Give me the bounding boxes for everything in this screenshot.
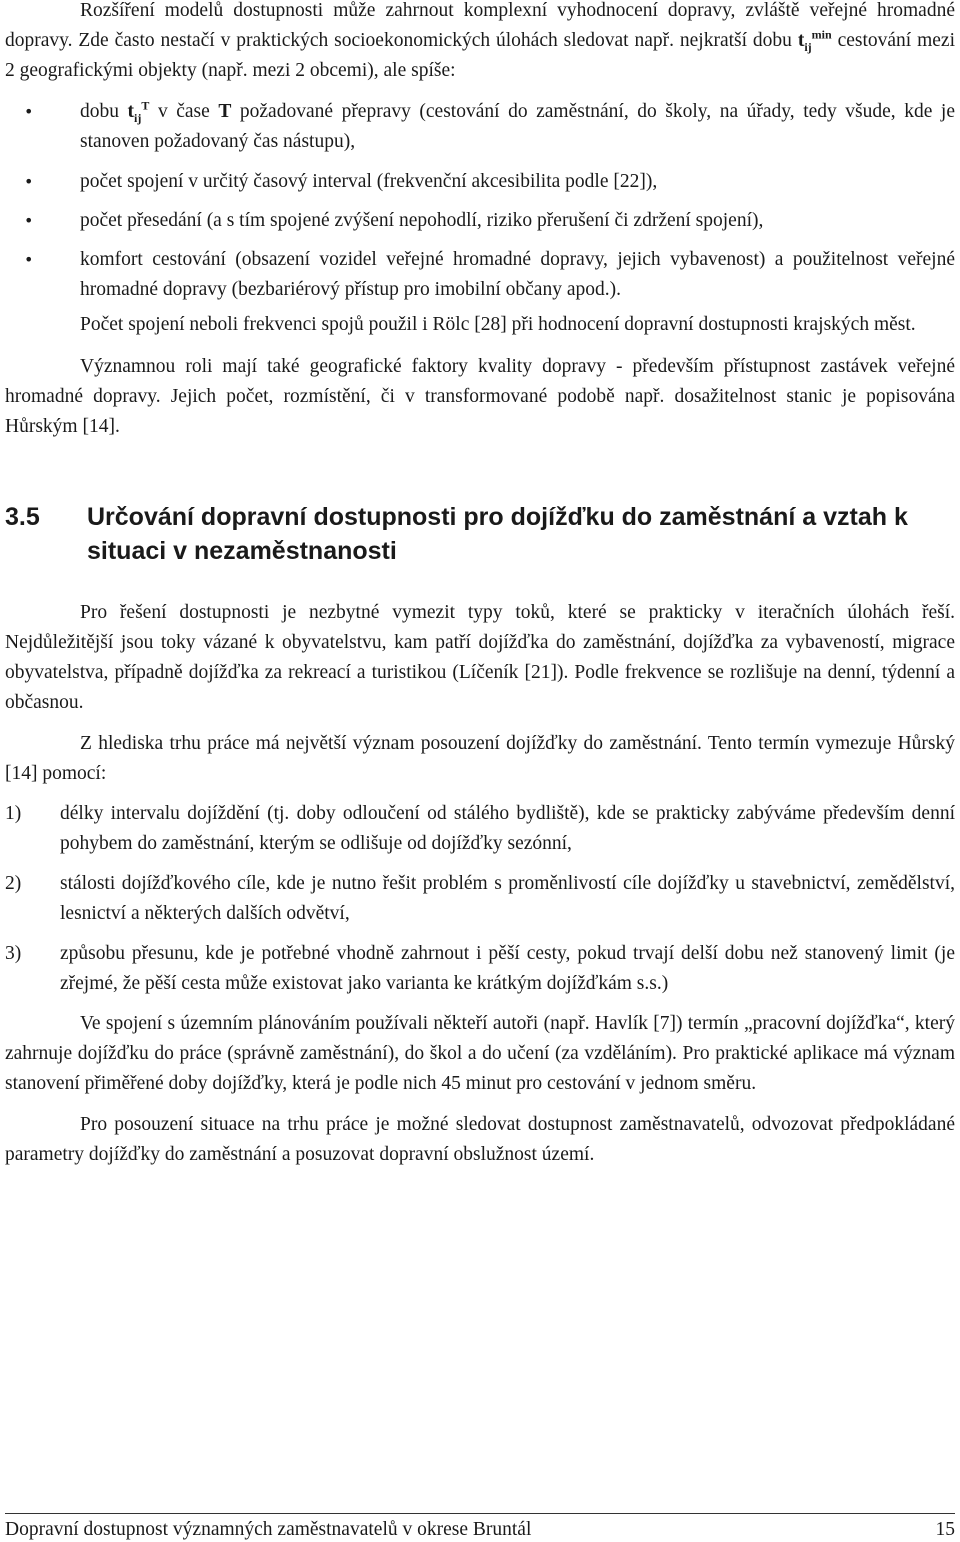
paragraph-geographic: Významnou roli mají také geografické faktory kvality dopravy - především přístupnost zastávek veřejné hromadné dopravy. Jejich počet, rozmístění, či v transformované podobě např. dosažitelnost stanic je popisována Hůrským [14].	[5, 356, 955, 437]
section-title: Určování dopravní dostupnosti pro dojížďku do zaměstnání a vztah k situaci v nezaměstnanosti	[87, 503, 908, 565]
criteria-list	[5, 97, 955, 305]
paragraph-planning: Ve spojení s územním plánováním používali někteří autoři (např. Havlík [7]) termín „pracovní dojížďka“, který zahrnuje dojížďku do práce (správně zaměstnání), do škol a do učení (za vzděláním). Pro praktické aplikace má význam stanovení přiměřené doby dojížďky, která je podle nich 45 minut pro cestování v jednom směru.	[5, 1013, 955, 1094]
list-item: • komfort cestování (obsazení vozidel veřejné hromadné dopravy, jejich vybavenost) a použitelnost veřejné hromadné dopravy (bezbariérový přístup pro imobilní občany apod.).	[5, 245, 955, 305]
list-item: • počet přesedání (a s tím spojené zvýšení nepohodlí, riziko přerušení či zdržení spojení),	[5, 206, 955, 236]
section-number: 3.5	[5, 503, 40, 531]
criteria-numbered-list	[5, 799, 955, 999]
intro-paragraph	[5, 0, 955, 86]
symbol-T: T	[218, 101, 232, 122]
paragraph-labour-market: Z hlediska trhu práce má největší význam posouzení dojížďky do zaměstnání. Tento termín vymezuje Hůrský [14] pomocí:	[5, 733, 955, 784]
list-item: • dobu $t_{ij}^T$ v čase T požadované přepravy (cestování do zaměstnání, do školy, na úřady, tedy všude, kde je stanoven požadovaný čas nástupu),	[24, 98, 955, 152]
list-item: • počet spojení v určitý časový interval (frekvenční akcesibilita podle [22]),	[5, 167, 955, 197]
bullet-icon: •	[24, 211, 34, 230]
footer-title: Dopravní dostupnost významných zaměstnavatelů v okrese Bruntál	[5, 1519, 532, 1540]
intro-text-a: Rozšíření modelů dostupnosti může zahrnout komplexní vyhodnocení dopravy, zvláště veřejné hromadné dopravy. Zde často nestačí v praktických socioekonomických úlohách sledovat např. nejkratší dobu	[5, 0, 955, 51]
symbol-t-ij-min: $t_{ij}^{min}$	[797, 27, 832, 54]
intro-text-b: cestování mezi 2 geografickými objekty (např. mezi 2 obcemi), ale spíše:	[5, 30, 955, 81]
paragraph-employers: Pro posouzení situace na trhu práce je možné sledovat dostupnost zaměstnavatelů, odvozovat předpokládané parametry dojížďky do zaměstnání a posuzovat dopravní obslužnost území.	[5, 1114, 955, 1165]
page-footer	[5, 1513, 955, 1542]
document-page	[5, 0, 955, 1170]
section-heading	[5, 500, 955, 568]
bullet-icon: •	[24, 102, 34, 121]
paragraph-rolc: Počet spojení neboli frekvenci spojů použil i Rölc [28] při hodnocení dopravní dostupnosti krajských měst.	[80, 314, 916, 335]
numbered-item: 3) způsobu přesunu, kde je potřebné vhodně zahrnout i pěší cesty, pokud trvají delší dobu než stanovený limit (je zřejmé, že pěší cesta může existovat jako varianta ke krátkým dojížďkám s.s.)	[5, 943, 955, 994]
bullet-icon: •	[24, 172, 34, 191]
numbered-item: 1) délky intervalu dojíždění (tj. doby odloučení od stálého bydliště), kde se prakticky zabýváme především denní pohybem do zaměstnání, kterým se odlišuje od dojížďky sezónní,	[5, 803, 955, 854]
symbol-t-ij-T: $t_{ij}^T$	[127, 98, 150, 125]
paragraph-flows: Pro řešení dostupnosti je nezbytné vymezit typy toků, které se prakticky v iteračních úlohách řeší. Nejdůležitější jsou toky vázané k obyvatelstvu, kam patří dojížďka do zaměstnání, dojížďka za vybaveností, migrace obyvatelstva, případně dojížďka za rekreací a turistikou (Líčeník [21]). Podle frekvence se rozlišuje na denní, týdenní a občasnou.	[5, 602, 955, 713]
page-number: 15	[935, 1519, 955, 1540]
bullet-icon: •	[24, 250, 34, 269]
numbered-item: 2) stálosti dojížďkového cíle, kde je nutno řešit problém s proměnlivostí cíle dojížďky u stavebnictví, zemědělství, lesnictví a některých dalších odvětví,	[5, 873, 955, 924]
